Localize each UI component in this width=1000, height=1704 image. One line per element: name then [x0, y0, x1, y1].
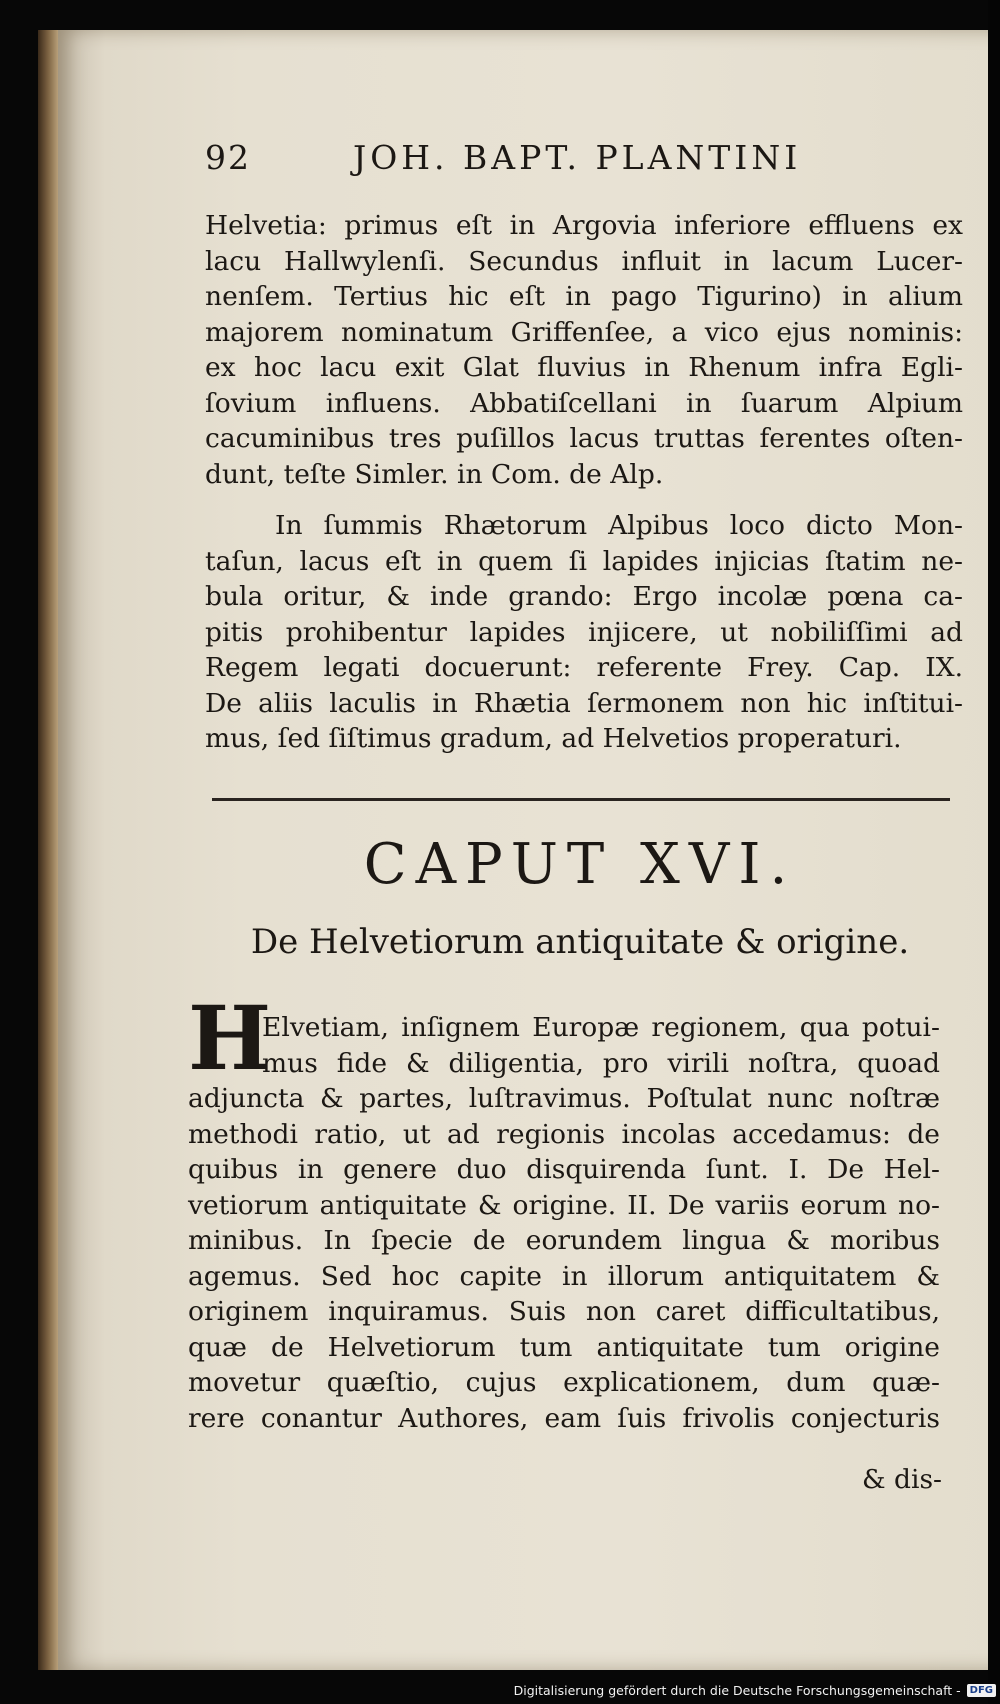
text-line: ſovium influens. Abbatiſcellani in ſuarum Alpium — [205, 387, 963, 419]
text-line: dunt, teſte Simler. in Com. de Alp. — [205, 458, 664, 490]
text-line: Helvetia: primus eſt in Argovia inferiore effluens ex — [205, 210, 963, 241]
text-line: ex hoc lacu exit Glat fluvius in Rhenum infra Egli- — [205, 352, 963, 383]
text-line: pitis prohibentur lapides injicere, ut nobiliſſimi ad — [205, 616, 963, 648]
text-line: Regem legati docuerunt: referente Frey. Cap. IX. — [205, 652, 963, 683]
text-line: taſun, lacus eſt in quem ſi lapides injicias ſtatim ne- — [205, 545, 963, 577]
text-line: lacu Hallwylenſi. Secundus influit in lacum Lucer- — [205, 245, 963, 277]
text-line: mus, ſed ſiſtimus gradum, ad Helvetios properaturi. — [205, 723, 902, 754]
running-head-title: JOH. BAPT. PLANTINI — [353, 138, 802, 177]
text-line: nenſem. Tertius hic eſt in pago Tigurino) in alium — [205, 281, 963, 312]
text-line: De aliis laculis in Rhætia ſermonem non hic inſtitui- — [205, 687, 963, 719]
text-line: agemus. Sed hoc capite in illorum antiquitatem & — [188, 1260, 940, 1292]
text-line: rere conantur Authores, eam ſuis frivolis conjecturis — [188, 1402, 940, 1434]
paragraph-lakes-helvetia — [205, 208, 963, 492]
paragraph-rhaetian-alps — [205, 508, 963, 757]
text-line: quæ de Helvetiorum tum antiquitate tum origine — [188, 1331, 940, 1363]
paragraph-helvetian-origins — [188, 1081, 940, 1436]
text-line: adjuncta & partes, luſtravimus. Poſtulat nunc noſtræ — [188, 1083, 940, 1114]
text-line: minibus. In ſpecie de eorundem lingua & moribus — [188, 1225, 940, 1256]
text-line: quibus in genere duo disquirenda ſunt. I. De Hel- — [188, 1154, 940, 1185]
text-line: movetur quæſtio, cujus explicationem, dum quæ- — [188, 1367, 940, 1398]
text-line: bula oritur, & inde grando: Ergo incolæ pœna ca- — [205, 581, 963, 612]
digitization-credit-footer — [514, 1678, 996, 1702]
paragraph-opening-lines — [262, 1010, 940, 1081]
dfg-logo: DFG — [967, 1684, 996, 1697]
page-number: 92 — [205, 138, 251, 177]
text-line: cacuminibus tres puſillos lacus truttas ferentes oſten- — [205, 423, 963, 454]
scan-edge — [988, 0, 1000, 1704]
text-line: methodi ratio, ut ad regionis incolas accedamus: de — [188, 1118, 940, 1150]
chapter-subtitle: De Helvetiorum antiquitate & origine. — [250, 922, 910, 962]
running-head — [205, 138, 805, 182]
text-line: mus fide & diligentia, pro virili noſtra, quoad — [262, 1047, 940, 1079]
drop-cap-initial: H — [188, 986, 272, 1090]
text-line: originem inquiramus. Suis non caret difficultatibus, — [188, 1296, 940, 1327]
chapter-title: CAPUT XVI. — [363, 832, 797, 897]
text-line: vetiorum antiquitate & origine. II. De variis eorum no- — [188, 1189, 940, 1221]
section-divider-rule — [212, 798, 950, 801]
text-line: majorem nominatum Griffenſee, a vico ejus nominis: — [205, 316, 963, 348]
text-line: In ſummis Rhætorum Alpibus loco dicto Mon- — [275, 510, 963, 541]
digitization-credit-text: Digitalisierung gefördert durch die Deutsche Forschungsgemeinschaft - — [513, 1682, 961, 1698]
catchword: & dis- — [862, 1464, 943, 1495]
text-line: Elvetiam, inſignem Europæ regionem, qua potui- — [262, 1012, 940, 1043]
